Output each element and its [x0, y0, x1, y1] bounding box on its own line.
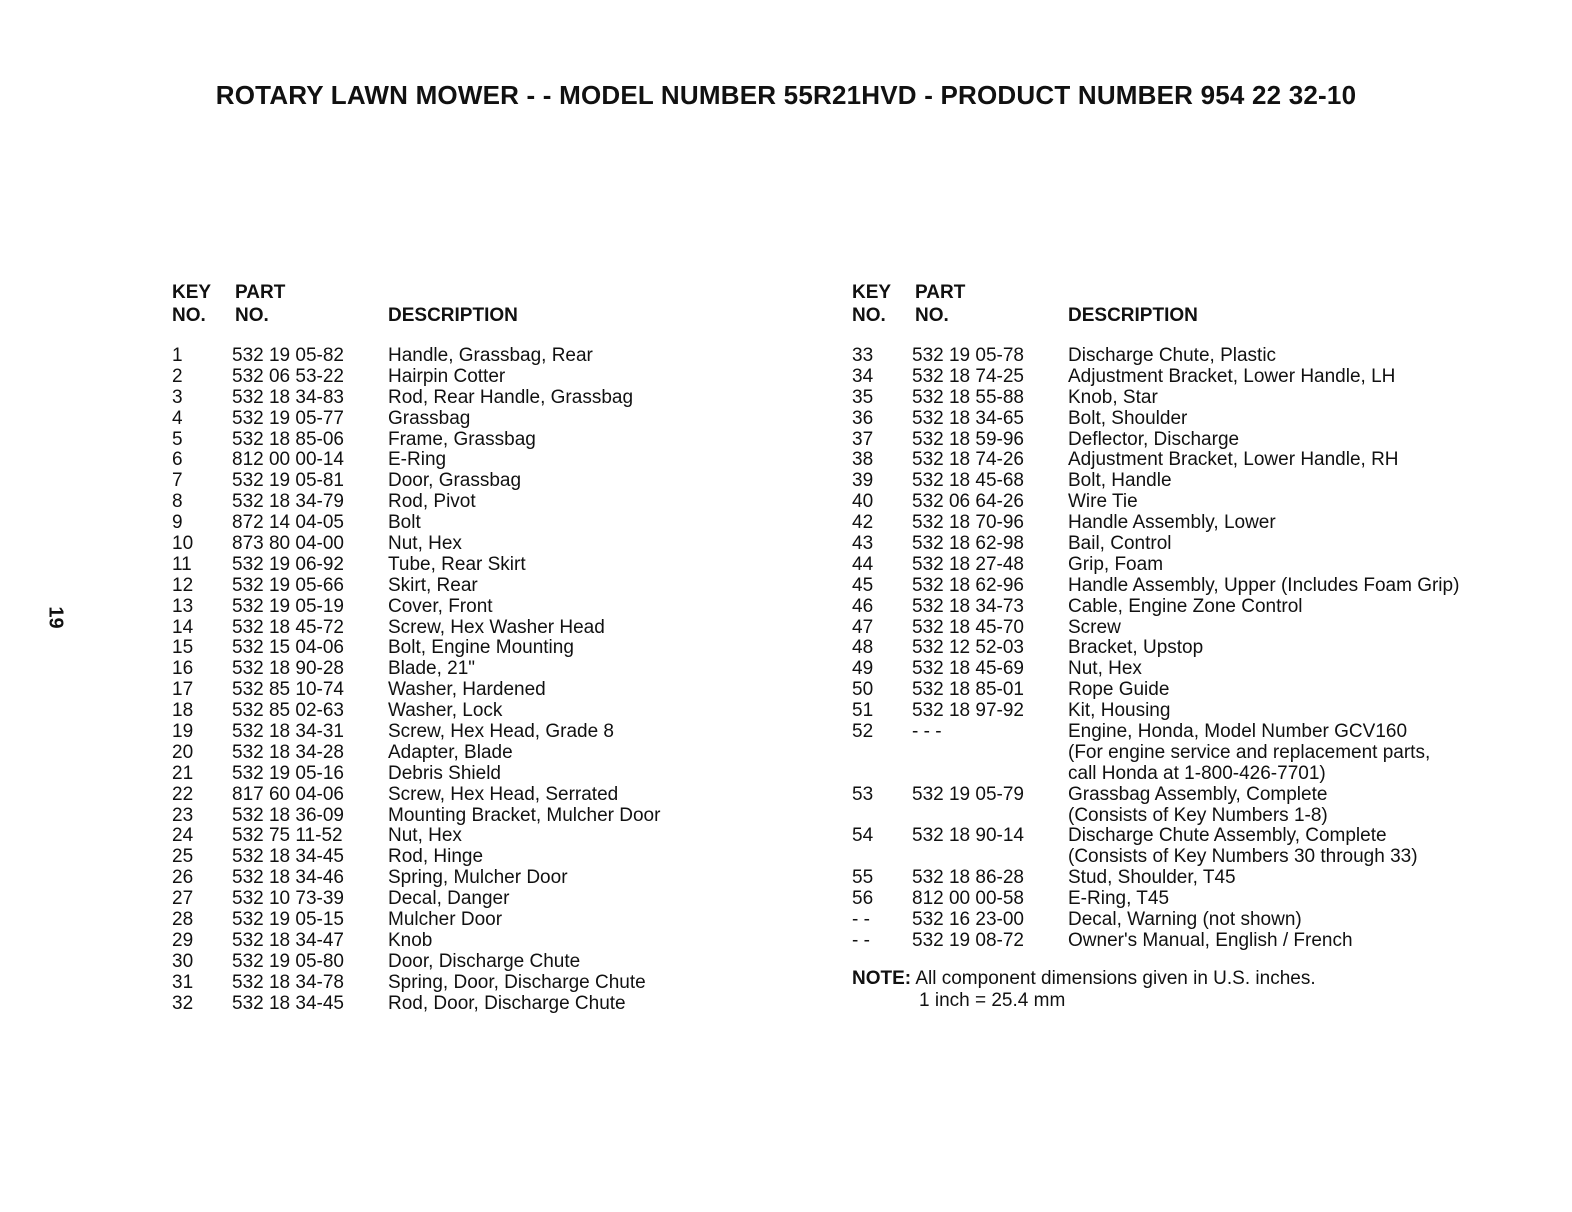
- row-description: Grassbag Assembly, Complete: [1068, 783, 1328, 805]
- row-part-number: 532 75 11-52: [232, 825, 343, 847]
- row-description: Mounting Bracket, Mulcher Door: [388, 804, 661, 826]
- row-description: Decal, Danger: [388, 888, 510, 910]
- row-description: Bail, Control: [1068, 533, 1172, 555]
- row-part-number: 812 00 00-58: [912, 888, 1024, 910]
- row-part-number: 532 18 85-01: [912, 679, 1024, 701]
- row-key: 54: [852, 825, 874, 847]
- row-description: Bolt, Engine Mounting: [388, 637, 574, 659]
- row-key: 16: [172, 658, 194, 680]
- row-description: Bolt, Handle: [1068, 470, 1172, 492]
- row-part-number: 532 19 06-92: [232, 553, 344, 575]
- row-part-number: 532 16 23-00: [912, 909, 1024, 931]
- row-key: 10: [172, 533, 194, 555]
- row-description: Rope Guide: [1068, 679, 1170, 701]
- row-key: 39: [852, 470, 874, 492]
- row-description: Frame, Grassbag: [388, 428, 536, 450]
- row-key: 17: [172, 679, 194, 701]
- row-description: Stud, Shoulder, T45: [1068, 867, 1236, 889]
- header-key-line2: NO.: [852, 305, 886, 326]
- row-description: Nut, Hex: [388, 825, 462, 847]
- row-part-number: 532 18 27-48: [912, 553, 1024, 575]
- row-part-number: 532 18 34-28: [232, 741, 344, 763]
- row-part-number: 532 10 73-39: [232, 888, 344, 910]
- row-description: Cable, Engine Zone Control: [1068, 595, 1303, 617]
- row-key: 19: [172, 721, 194, 743]
- row-key: 49: [852, 658, 874, 680]
- row-key: 42: [852, 512, 874, 534]
- row-description: Handle, Grassbag, Rear: [388, 345, 593, 366]
- row-part-number: 532 18 45-70: [912, 616, 1024, 638]
- row-key: 23: [172, 804, 194, 826]
- row-key: 46: [852, 595, 874, 617]
- row-part-number: 817 60 04-06: [232, 783, 344, 805]
- row-key: 33: [852, 345, 874, 366]
- row-part-number: 532 18 59-96: [912, 428, 1024, 450]
- row-part-number: 532 18 70-96: [912, 512, 1024, 534]
- row-part-number: 532 18 86-28: [912, 867, 1024, 889]
- row-key: 44: [852, 553, 874, 575]
- row-part-number: 532 18 34-31: [232, 721, 344, 743]
- row-part-number: 532 18 34-73: [912, 595, 1024, 617]
- row-part-number: 532 18 62-98: [912, 533, 1024, 555]
- row-part-number: 532 19 05-82: [232, 345, 344, 366]
- row-key: 1: [172, 345, 183, 366]
- row-key: 5: [172, 428, 183, 450]
- row-part-number: 532 19 05-79: [912, 783, 1024, 805]
- row-key: 12: [172, 574, 194, 596]
- row-description: Rod, Pivot: [388, 491, 476, 513]
- row-description: Adjustment Bracket, Lower Handle, RH: [1068, 449, 1399, 471]
- row-key: 22: [172, 783, 194, 805]
- row-description: Cover, Front: [388, 595, 493, 617]
- row-part-number: 532 18 36-09: [232, 804, 344, 826]
- note-line2: 1 inch = 25.4 mm: [919, 990, 1066, 1011]
- row-key: 13: [172, 595, 194, 617]
- row-key: 4: [172, 407, 183, 429]
- header-description: DESCRIPTION: [388, 305, 518, 326]
- row-description: Washer, Lock: [388, 700, 503, 722]
- row-key: 30: [172, 950, 194, 972]
- row-key: - -: [852, 909, 870, 931]
- row-description: call Honda at 1-800-426-7701): [1068, 762, 1326, 784]
- row-description: Tube, Rear Skirt: [388, 553, 526, 575]
- row-part-number: 532 85 02-63: [232, 700, 344, 722]
- row-part-number: - - -: [912, 721, 942, 743]
- page-title: ROTARY LAWN MOWER - - MODEL NUMBER 55R21HVD - PRODUCT NUMBER 954 22 32-10: [215, 80, 1357, 110]
- row-description: Handle Assembly, Lower: [1068, 512, 1276, 534]
- row-description: (Consists of Key Numbers 1-8): [1068, 804, 1328, 826]
- row-part-number: 532 18 45-72: [232, 616, 344, 638]
- row-description: Washer, Hardened: [388, 679, 546, 701]
- row-key: 48: [852, 637, 874, 659]
- row-description: (Consists of Key Numbers 30 through 33): [1068, 846, 1418, 868]
- row-description: Screw: [1068, 616, 1121, 638]
- row-description: E-Ring: [388, 449, 447, 471]
- row-part-number: 532 18 34-65: [912, 407, 1024, 429]
- row-description: Door, Discharge Chute: [388, 950, 581, 972]
- row-description: Knob, Star: [1068, 386, 1158, 408]
- row-description: Screw, Hex Head, Serrated: [388, 783, 619, 805]
- row-description: Adapter, Blade: [388, 741, 513, 763]
- row-part-number: 532 15 04-06: [232, 637, 344, 659]
- row-description: Screw, Hex Washer Head: [388, 616, 605, 638]
- header-part-line1: PART: [235, 282, 286, 303]
- row-description: Grassbag: [388, 407, 471, 429]
- row-part-number: 532 18 34-45: [232, 992, 344, 1014]
- header-key-line1: KEY: [172, 282, 212, 303]
- row-part-number: 532 18 34-46: [232, 867, 344, 889]
- row-description: Grip, Foam: [1068, 553, 1164, 575]
- row-description: Skirt, Rear: [388, 574, 478, 596]
- row-part-number: 532 18 34-47: [232, 929, 344, 951]
- row-key: 24: [172, 825, 194, 847]
- row-description: Discharge Chute, Plastic: [1068, 345, 1277, 366]
- row-key: 36: [852, 407, 874, 429]
- row-key: 6: [172, 449, 183, 471]
- row-key: 55: [852, 867, 874, 889]
- header-part-line2: NO.: [235, 305, 269, 326]
- row-key: 11: [172, 553, 192, 575]
- row-key: 28: [172, 909, 194, 931]
- row-key: 3: [172, 386, 183, 408]
- row-key: 53: [852, 783, 874, 805]
- row-part-number: 532 19 05-78: [912, 345, 1024, 366]
- row-key: 9: [172, 512, 183, 534]
- page-number: 19: [44, 606, 67, 629]
- header-part-line2: NO.: [915, 305, 949, 326]
- row-key: 31: [172, 971, 194, 993]
- note: [852, 968, 1316, 1012]
- header-key-line2: NO.: [172, 305, 206, 326]
- row-description: Handle Assembly, Upper (Includes Foam Grip): [1068, 574, 1460, 596]
- row-part-number: 532 12 52-03: [912, 637, 1024, 659]
- row-description: Knob: [388, 929, 433, 951]
- row-key: 51: [852, 700, 874, 722]
- row-part-number: 532 18 45-68: [912, 470, 1024, 492]
- row-description: Engine, Honda, Model Number GCV160: [1068, 721, 1408, 743]
- row-description: Bracket, Upstop: [1068, 637, 1204, 659]
- row-description: Blade, 21": [388, 658, 476, 680]
- row-key: 14: [172, 616, 194, 638]
- row-part-number: 532 06 53-22: [232, 365, 344, 387]
- header-description: DESCRIPTION: [1068, 305, 1198, 326]
- row-key: 20: [172, 741, 194, 763]
- row-part-number: 532 18 74-25: [912, 365, 1024, 387]
- row-description: Rod, Hinge: [388, 846, 484, 868]
- row-key: 56: [852, 888, 874, 910]
- row-description: E-Ring, T45: [1068, 888, 1170, 910]
- row-part-number: 532 06 64-26: [912, 491, 1024, 513]
- row-key: 15: [172, 637, 194, 659]
- row-key: 7: [172, 470, 183, 492]
- row-key: 27: [172, 888, 194, 910]
- row-key: 37: [852, 428, 874, 450]
- row-description: Spring, Door, Discharge Chute: [388, 971, 646, 993]
- row-key: 25: [172, 846, 194, 868]
- row-description: Nut, Hex: [388, 533, 462, 555]
- row-part-number: 532 18 55-88: [912, 386, 1024, 408]
- row-part-number: 532 18 34-45: [232, 846, 344, 868]
- row-key: 26: [172, 867, 194, 889]
- row-part-number: 532 18 74-26: [912, 449, 1024, 471]
- row-part-number: 532 18 34-79: [232, 491, 344, 513]
- row-key: 45: [852, 574, 874, 596]
- row-description: Bolt, Shoulder: [1068, 407, 1188, 429]
- row-part-number: 532 18 62-96: [912, 574, 1024, 596]
- row-description: Door, Grassbag: [388, 470, 522, 492]
- row-description: Screw, Hex Head, Grade 8: [388, 721, 614, 743]
- row-description: Rod, Rear Handle, Grassbag: [388, 386, 634, 408]
- row-part-number: 873 80 04-00: [232, 533, 344, 555]
- row-part-number: 532 18 90-28: [232, 658, 344, 680]
- row-description: Spring, Mulcher Door: [388, 867, 568, 889]
- row-description: Wire Tie: [1068, 491, 1138, 513]
- row-key: 32: [172, 992, 194, 1014]
- row-key: 34: [852, 365, 874, 387]
- row-description: Mulcher Door: [388, 909, 503, 931]
- row-part-number: 532 18 34-83: [232, 386, 344, 408]
- row-description: Deflector, Discharge: [1068, 428, 1240, 450]
- row-part-number: 532 18 97-92: [912, 700, 1024, 722]
- row-description: Nut, Hex: [1068, 658, 1142, 680]
- row-description: Owner's Manual, English / French: [1068, 929, 1353, 951]
- row-part-number: 532 18 85-06: [232, 428, 344, 450]
- header-part-line1: PART: [915, 282, 966, 303]
- row-key: 50: [852, 679, 874, 701]
- row-part-number: 532 19 05-80: [232, 950, 344, 972]
- row-key: 8: [172, 491, 183, 513]
- row-part-number: 532 18 34-78: [232, 971, 344, 993]
- row-key: 52: [852, 721, 874, 743]
- row-part-number: 532 19 05-77: [232, 407, 344, 429]
- row-key: 35: [852, 386, 874, 408]
- row-description: Decal, Warning (not shown): [1068, 909, 1302, 931]
- row-part-number: 532 19 05-19: [232, 595, 344, 617]
- row-part-number: 532 19 05-81: [232, 470, 344, 492]
- row-part-number: 872 14 04-05: [232, 512, 344, 534]
- row-description: Hairpin Cotter: [388, 365, 506, 387]
- row-part-number: 532 85 10-74: [232, 679, 344, 701]
- row-key: 21: [172, 762, 194, 784]
- row-part-number: 532 19 05-15: [232, 909, 344, 931]
- row-key: 47: [852, 616, 874, 638]
- row-key: 2: [172, 365, 183, 387]
- row-part-number: 532 19 08-72: [912, 929, 1024, 951]
- row-key: - -: [852, 929, 870, 951]
- note-label: NOTE:: [852, 968, 912, 989]
- row-description: Rod, Door, Discharge Chute: [388, 992, 626, 1014]
- row-key: 38: [852, 449, 874, 471]
- row-description: Bolt: [388, 512, 421, 534]
- row-part-number: 532 19 05-66: [232, 574, 344, 596]
- row-key: 29: [172, 929, 194, 951]
- row-description: Debris Shield: [388, 762, 501, 784]
- row-key: 43: [852, 533, 874, 555]
- row-description: Kit, Housing: [1068, 700, 1171, 722]
- header-key-line1: KEY: [852, 282, 892, 303]
- row-key: 18: [172, 700, 194, 722]
- row-part-number: 532 18 45-69: [912, 658, 1024, 680]
- row-description: (For engine service and replacement parts,: [1068, 741, 1431, 763]
- row-description: Adjustment Bracket, Lower Handle, LH: [1068, 365, 1396, 387]
- row-part-number: 812 00 00-14: [232, 449, 344, 471]
- row-part-number: 532 19 05-16: [232, 762, 344, 784]
- row-part-number: 532 18 90-14: [912, 825, 1024, 847]
- row-description: Discharge Chute Assembly, Complete: [1068, 825, 1387, 847]
- row-key: 40: [852, 491, 874, 513]
- note-line1: All component dimensions given in U.S. inches.: [915, 968, 1316, 989]
